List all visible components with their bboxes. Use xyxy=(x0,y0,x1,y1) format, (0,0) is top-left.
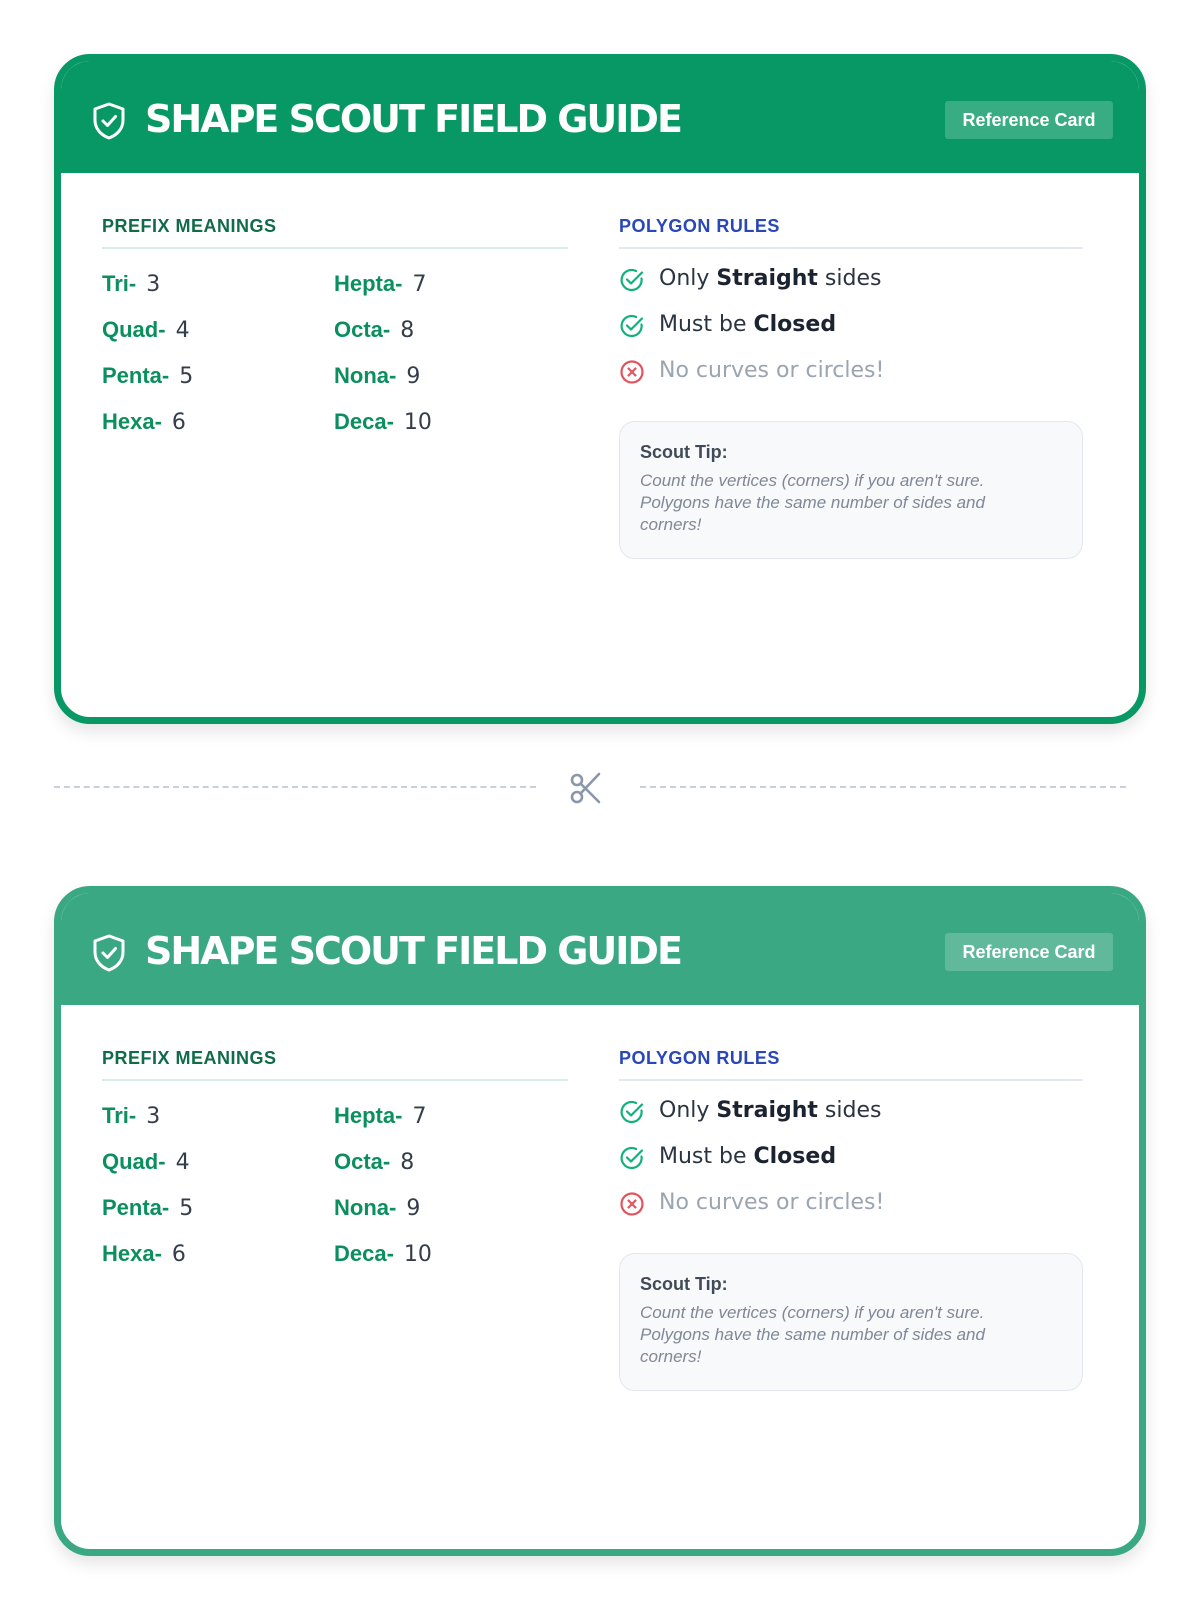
prefix-item xyxy=(334,1101,426,1131)
prefix-name: Deca- xyxy=(334,409,394,434)
rule-emphasis: Straight xyxy=(716,266,818,291)
divider xyxy=(619,1079,1083,1081)
prefix-name: Penta- xyxy=(102,1195,170,1220)
rule-text: No curves or circles! xyxy=(659,1190,885,1215)
shield-check-icon xyxy=(91,101,127,141)
prefix-item xyxy=(334,407,432,437)
prefix-name: Penta- xyxy=(102,363,170,388)
check-circle-icon xyxy=(619,267,645,293)
prefix-item xyxy=(334,269,426,299)
prefix-count: 6 xyxy=(171,1242,186,1267)
tip-title: Scout Tip: xyxy=(640,442,728,462)
tip-line: Polygons have the same number of sides and xyxy=(640,493,985,512)
rule-text: sides xyxy=(817,1098,882,1123)
reference-card-badge: Reference Card xyxy=(945,101,1113,139)
prefix-name: Hexa- xyxy=(102,1241,162,1266)
tip-line: corners! xyxy=(640,1347,702,1366)
prefix-item xyxy=(334,315,414,345)
prefix-name: Tri- xyxy=(102,271,137,296)
tip-body xyxy=(640,470,1062,536)
prefix-name: Tri- xyxy=(102,1103,137,1128)
prefix-count: 10 xyxy=(403,1242,432,1267)
prefix-name: Hepta- xyxy=(334,1103,403,1128)
prefix-name: Nona- xyxy=(334,1195,397,1220)
card-header xyxy=(61,61,1139,173)
card-title: SHAPE SCOUT FIELD GUIDE xyxy=(145,97,681,141)
prefix-count: 9 xyxy=(406,1196,421,1221)
card-title: SHAPE SCOUT FIELD GUIDE xyxy=(145,929,681,973)
tip-line: corners! xyxy=(640,515,702,534)
card-header xyxy=(61,893,1139,1005)
prefix-name: Octa- xyxy=(334,1149,391,1174)
scissors-icon xyxy=(568,770,606,806)
check-circle-icon xyxy=(619,313,645,339)
rule-text: Must be xyxy=(659,1144,754,1169)
rule-text: No curves or circles! xyxy=(659,358,885,383)
scout-tip-box xyxy=(619,421,1083,559)
prefix-item xyxy=(334,1193,420,1223)
prefix-name: Quad- xyxy=(102,317,166,342)
prefix-item xyxy=(102,1101,160,1131)
tip-line: Polygons have the same number of sides and xyxy=(640,1325,985,1344)
prefix-item xyxy=(334,1239,432,1269)
prefix-count: 8 xyxy=(400,318,415,343)
prefix-name: Deca- xyxy=(334,1241,394,1266)
divider xyxy=(619,247,1083,249)
prefix-count: 9 xyxy=(406,364,421,389)
prefix-item xyxy=(334,361,420,391)
prefix-name: Hepta- xyxy=(334,271,403,296)
tip-body xyxy=(640,1302,1062,1368)
prefix-heading: PREFIX MEANINGS xyxy=(102,216,277,236)
rules-heading: POLYGON RULES xyxy=(619,1048,780,1068)
check-circle-icon xyxy=(619,1099,645,1125)
prefix-count: 5 xyxy=(179,364,194,389)
cut-line xyxy=(640,786,1126,788)
rules-heading: POLYGON RULES xyxy=(619,216,780,236)
shield-check-icon xyxy=(91,933,127,973)
cut-line xyxy=(54,786,536,788)
prefix-count: 4 xyxy=(175,318,190,343)
prefix-count: 5 xyxy=(179,1196,194,1221)
reference-card xyxy=(54,886,1146,1556)
prefix-name: Quad- xyxy=(102,1149,166,1174)
prefix-name: Nona- xyxy=(334,363,397,388)
prefix-item xyxy=(102,315,190,345)
prefix-item xyxy=(102,1239,186,1269)
rule-text: Only xyxy=(659,266,717,291)
prefix-count: 7 xyxy=(412,1104,427,1129)
reference-card xyxy=(54,54,1146,724)
rule-text: sides xyxy=(817,266,882,291)
prefix-item xyxy=(334,1147,414,1177)
prefix-count: 6 xyxy=(171,410,186,435)
prefix-item xyxy=(102,407,186,437)
prefix-count: 8 xyxy=(400,1150,415,1175)
prefix-count: 7 xyxy=(412,272,427,297)
rule-text: Must be xyxy=(659,312,754,337)
prefix-item xyxy=(102,269,160,299)
rule-emphasis: Closed xyxy=(753,312,837,337)
prefix-item xyxy=(102,361,193,391)
prefix-count: 10 xyxy=(403,410,432,435)
reference-card-badge: Reference Card xyxy=(945,933,1113,971)
scout-tip-box xyxy=(619,1253,1083,1391)
divider xyxy=(102,247,568,249)
rule-emphasis: Closed xyxy=(753,1144,837,1169)
tip-title: Scout Tip: xyxy=(640,1274,728,1294)
check-circle-icon xyxy=(619,1145,645,1171)
x-circle-icon xyxy=(619,1191,645,1217)
divider xyxy=(102,1079,568,1081)
rule-emphasis: Straight xyxy=(716,1098,818,1123)
prefix-count: 3 xyxy=(146,272,161,297)
prefix-item xyxy=(102,1193,193,1223)
x-circle-icon xyxy=(619,359,645,385)
prefix-item xyxy=(102,1147,190,1177)
prefix-name: Octa- xyxy=(334,317,391,342)
rule-text: Only xyxy=(659,1098,717,1123)
prefix-heading: PREFIX MEANINGS xyxy=(102,1048,277,1068)
tip-line: Count the vertices (corners) if you aren't sure. xyxy=(640,471,985,490)
tip-line: Count the vertices (corners) if you aren't sure. xyxy=(640,1303,985,1322)
prefix-count: 3 xyxy=(146,1104,161,1129)
prefix-name: Hexa- xyxy=(102,409,162,434)
prefix-count: 4 xyxy=(175,1150,190,1175)
